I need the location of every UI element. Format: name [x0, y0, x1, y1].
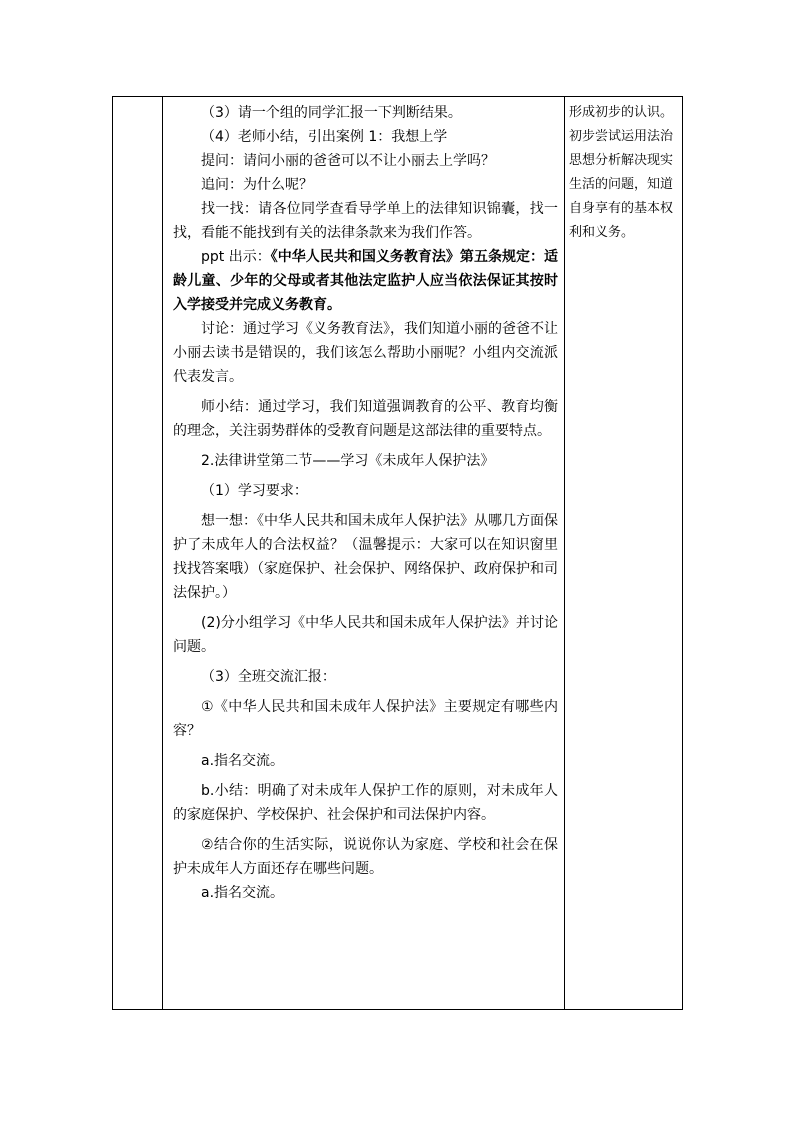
education-law-clause: 《中华人民共和国义务教育法》第五条规定：适龄儿童、少年的父母或者其他法定监护人应当依法保证其按时入学接受并完成义务教育。 [173, 249, 558, 313]
class-report-heading: （3）全班交流汇报： [201, 669, 336, 685]
question-one-text: ①《中华人民共和国未成年人保护法》主要规定有哪些内容？ [173, 699, 558, 739]
learning-requirement-heading: （1）学习要求： [201, 483, 308, 499]
discussion-text: 讨论：通过学习《义务教育法》，我们知道小丽的爸爸不让小丽去读书是错误的，我们该怎么帮助小丽呢？小组内交流派代表发言。 [173, 321, 558, 385]
answer-a-text: a.指名交流。 [201, 753, 285, 769]
group-study-text: (2)分小组学习《中华人民共和国未成年人保护法》并讨论问题。 [173, 615, 558, 655]
answer-a-text-2: a.指名交流。 [201, 885, 285, 901]
section-heading: 2.法律讲堂第二节——学习《未成年人保护法》 [201, 453, 495, 469]
ppt-law-article [173, 245, 558, 317]
question-text: 提问：请问小丽的爸爸可以不让小丽去上学吗？ [201, 153, 495, 169]
teacher-summary-text: 师小结：通过学习，我们知道强调教育的公平、教育均衡的理念，关注弱势群体的受教育问题是这部法律的重要特点。 [173, 399, 558, 439]
find-task-text: 找一找：请各位同学查看导学单上的法律知识锦囊，找一找，看能不能找到有关的法律条款来为我们作答。 [173, 201, 558, 241]
design-intent-cell [565, 97, 683, 1010]
stage-cell [113, 97, 163, 1010]
summary-b-text: b.小结：明确了对未成年人保护工作的原则，对未成年人的家庭保护、学校保护、社会保护和司法保护内容。 [173, 783, 558, 823]
think-question-text: 想一想：《中华人民共和国未成年人保护法》从哪几方面保护了未成年人的合法权益？（温馨提示：大家可以在知识窗里找找答案哦）（家庭保护、社会保护、网络保护、政府保护和司法保护。） [173, 513, 558, 601]
table-row [113, 97, 683, 1010]
ppt-label: ppt 出示： [201, 249, 271, 265]
lesson-plan-table [112, 96, 683, 1010]
step-teacher-summary: （4）老师小结，引出案例 1：我想上学 [201, 129, 448, 145]
question-two-text: ②结合你的生活实际，说说你认为家庭、学校和社会在保护未成年人方面还存在哪些问题。 [173, 837, 558, 877]
design-intent-text: 形成初步的认识。初步尝试运用法治思想分析解决现实生活的问题，知道自身享有的基本权利和义务。 [569, 105, 674, 240]
step-report-result: （3）请一个组的同学汇报一下判断结果。 [201, 105, 462, 121]
follow-up-question: 追问：为什么呢？ [201, 177, 313, 193]
teaching-process-cell [163, 97, 565, 1010]
